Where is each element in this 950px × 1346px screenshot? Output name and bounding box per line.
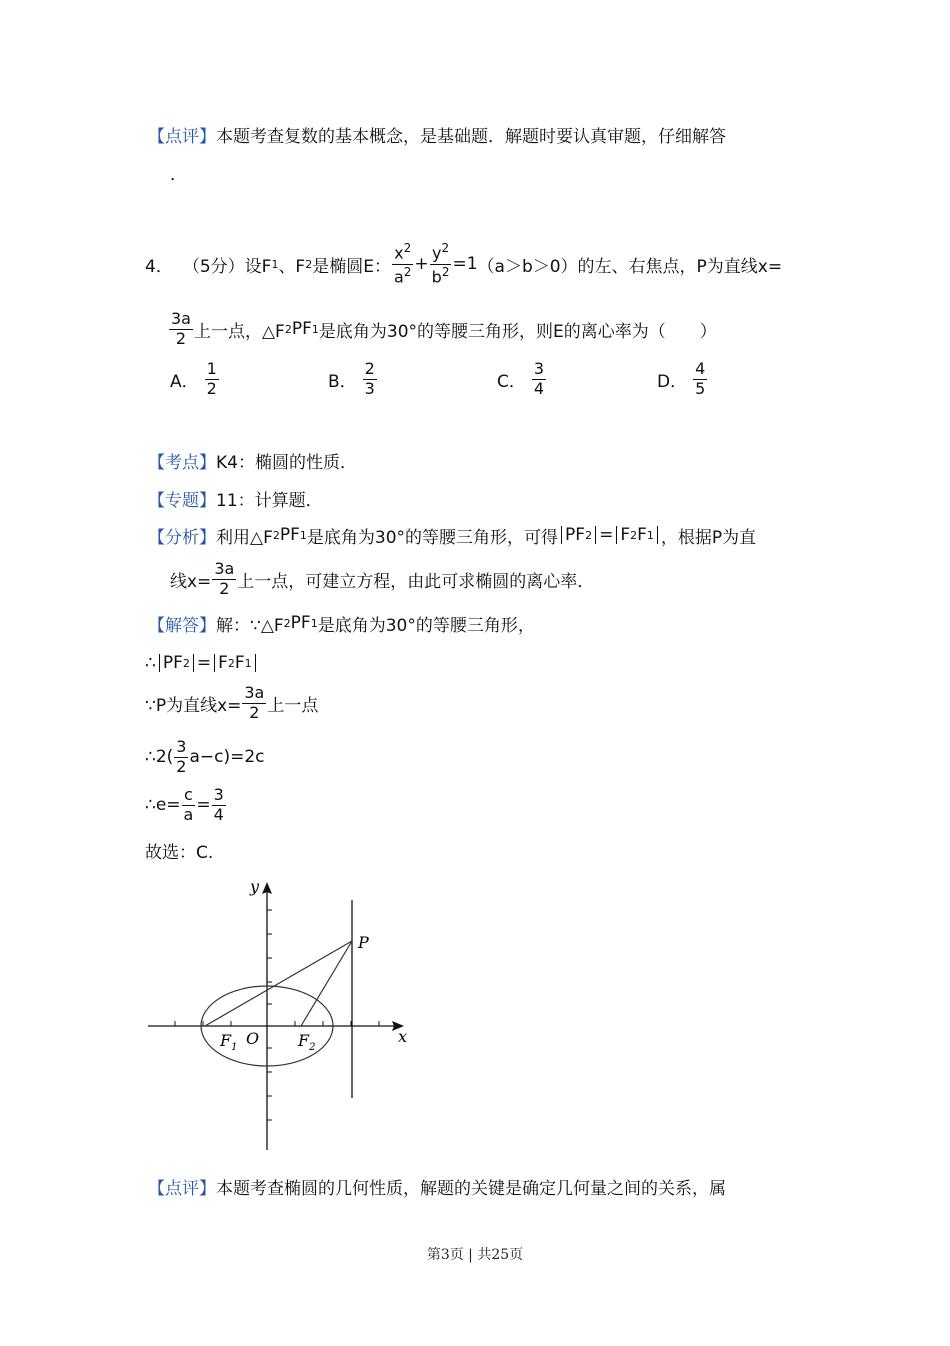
jieda-line-4: ∴2( $\frac{3}{2}$ a−c)=2c — [145, 736, 265, 776]
fenxi-line-2: 线x= $\frac{3a}{2}$ 上一点，可建立方程，由此可求椭圆的离心率． — [170, 558, 595, 598]
jieda-line-2: ∴ PF 2 = F 2 F 1 — [145, 648, 259, 678]
jieda-line-1: 【解答】 解：∵△F 2 PF 1 是底角为30°的等腰三角形， — [148, 613, 535, 636]
p-label: P — [358, 933, 369, 952]
option-d[interactable]: D． $\frac{4}{5}$ — [657, 358, 706, 398]
option-b[interactable]: B． $\frac{2}{3}$ — [328, 358, 375, 398]
fenxi-line-1: 【分析】 利用△F 2 PF 1 是底角为30°的等腰三角形，可得 PF 2 = F 2 F 1 ，根据P为直 — [148, 525, 757, 548]
option-c[interactable]: C． $\frac{3}{4}$ — [497, 358, 545, 398]
jieda-line-5: ∴e= $\frac{c}{a}$ = $\frac{3}{4}$ — [145, 784, 224, 824]
y-label: y — [250, 877, 260, 896]
f2-label: $F_2$ — [298, 1031, 316, 1053]
option-a[interactable]: A． $\frac{1}{2}$ — [170, 358, 217, 398]
segment-f2-p — [301, 941, 352, 1026]
review-tag: 【点评】 — [148, 127, 216, 147]
line-x-fraction: $\frac{3a}{2}$ — [171, 308, 191, 348]
f1-label: $F_1$ — [220, 1031, 238, 1053]
review-1 — [148, 122, 726, 147]
ellipse-term-x: $\frac{x^2}{a^2}$ — [393, 241, 412, 286]
origin-label: O — [246, 1029, 260, 1048]
jieda-answer: 故选：C. — [145, 843, 214, 863]
question-score: （5分） — [182, 256, 245, 277]
ellipse-figure — [140, 870, 430, 1160]
y-ticks — [267, 910, 272, 1120]
jieda-line-3: ∵P为直线x= $\frac{3a}{2}$ 上一点 — [145, 682, 319, 722]
zhuanti: 【专题】11：计算题． — [148, 491, 323, 511]
ellipse-term-y: $\frac{y^2}{b^2}$ — [431, 241, 450, 286]
question-4-line-1: 4． （5分） 设F 1 、F 2 是椭圆E： $\frac{x^2}{a^2}$ + $\frac{y^2}{b^2}$ =1 （a＞b＞0）的左、右焦点，P为直线x= — [145, 241, 783, 286]
page-footer: 第3页 | 共25页 — [426, 1247, 524, 1263]
question-number: 4． — [145, 256, 173, 277]
kaodian: 【考点】K4：椭圆的性质． — [148, 453, 357, 473]
x-label: x — [398, 1027, 408, 1046]
question-4-line-2: $\frac{3a}{2}$ 上一点，△F 2 PF 1 是底角为30°的等腰三角形，则E的离心率为（ ） — [171, 308, 717, 348]
review-text: 本题考查复数的基本概念，是基础题．解题时要认真审题，仔细解答 — [216, 127, 726, 147]
review-1-tail: ． — [170, 165, 187, 185]
review-2: 【点评】本题考查椭圆的几何性质，解题的关键是确定几何量之间的关系，属 — [148, 1179, 726, 1199]
